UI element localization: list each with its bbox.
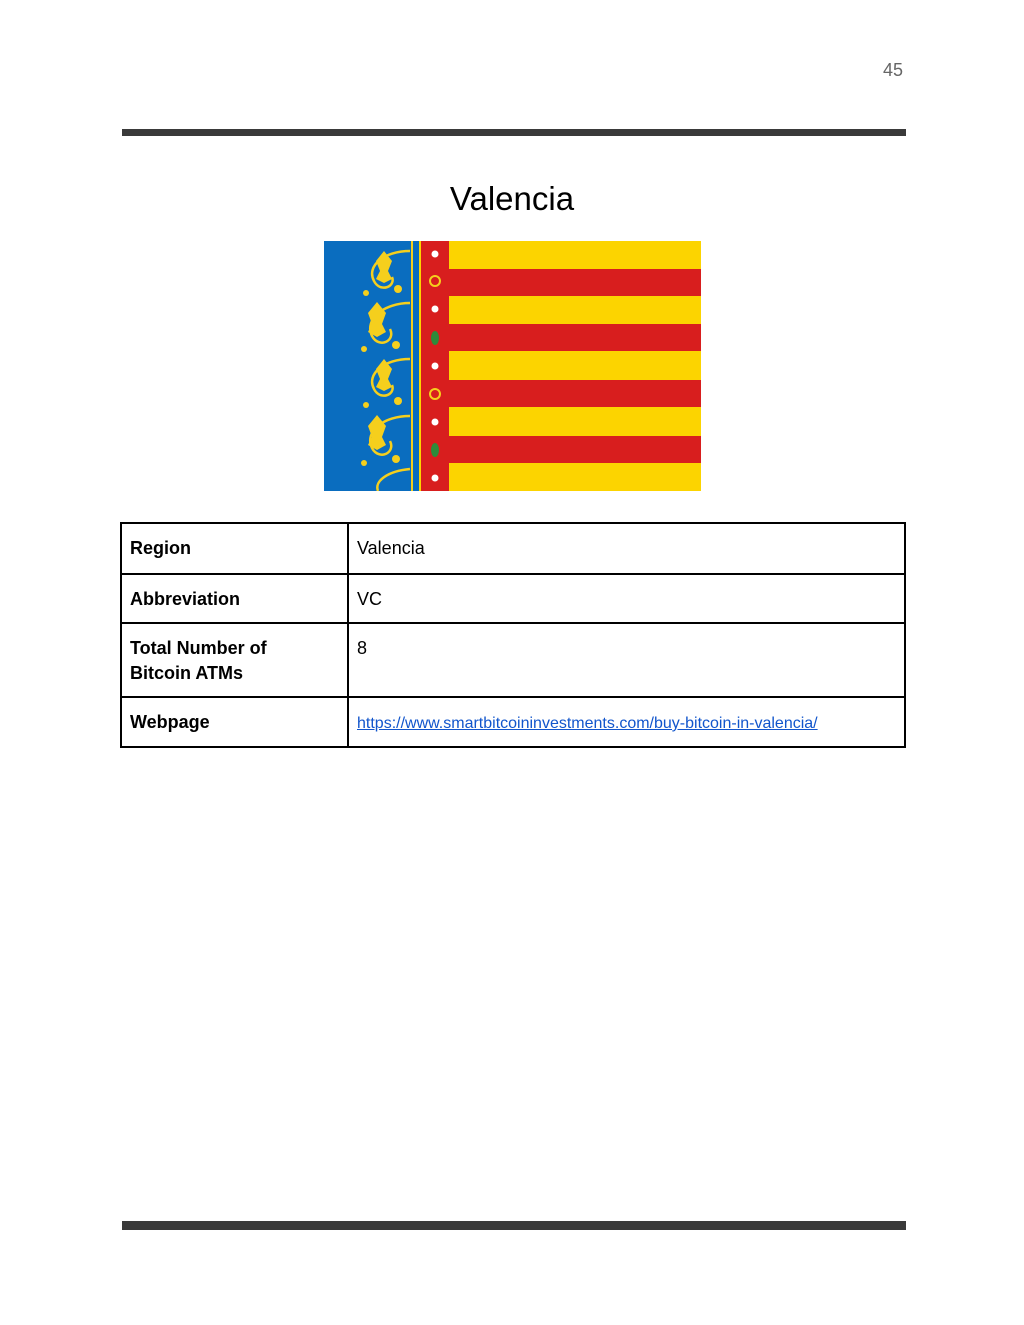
region-value: Valencia <box>348 523 905 574</box>
total-atms-value: 8 <box>348 623 905 697</box>
region-label: Region <box>121 523 348 574</box>
top-divider <box>122 129 906 136</box>
table-row-region <box>121 523 905 574</box>
page-title: Valencia <box>449 180 575 217</box>
valencia-flag-image <box>324 241 701 491</box>
total-atms-label-text: Total Number of Bitcoin ATMs <box>130 638 267 683</box>
bottom-divider <box>122 1221 906 1230</box>
table-row-total-atms <box>121 623 905 697</box>
table-row-abbreviation <box>121 574 905 623</box>
page-number: 45 <box>882 60 903 80</box>
webpage-link[interactable]: https://www.smartbitcoininvestments.com/buy-bitcoin-in-valencia/ <box>357 715 818 732</box>
region-info-table <box>120 522 906 748</box>
webpage-cell <box>348 697 905 747</box>
abbreviation-label: Abbreviation <box>121 574 348 623</box>
webpage-label: Webpage <box>121 697 348 747</box>
abbreviation-value: VC <box>348 574 905 623</box>
total-atms-label <box>121 623 348 697</box>
table-row-webpage <box>121 697 905 747</box>
